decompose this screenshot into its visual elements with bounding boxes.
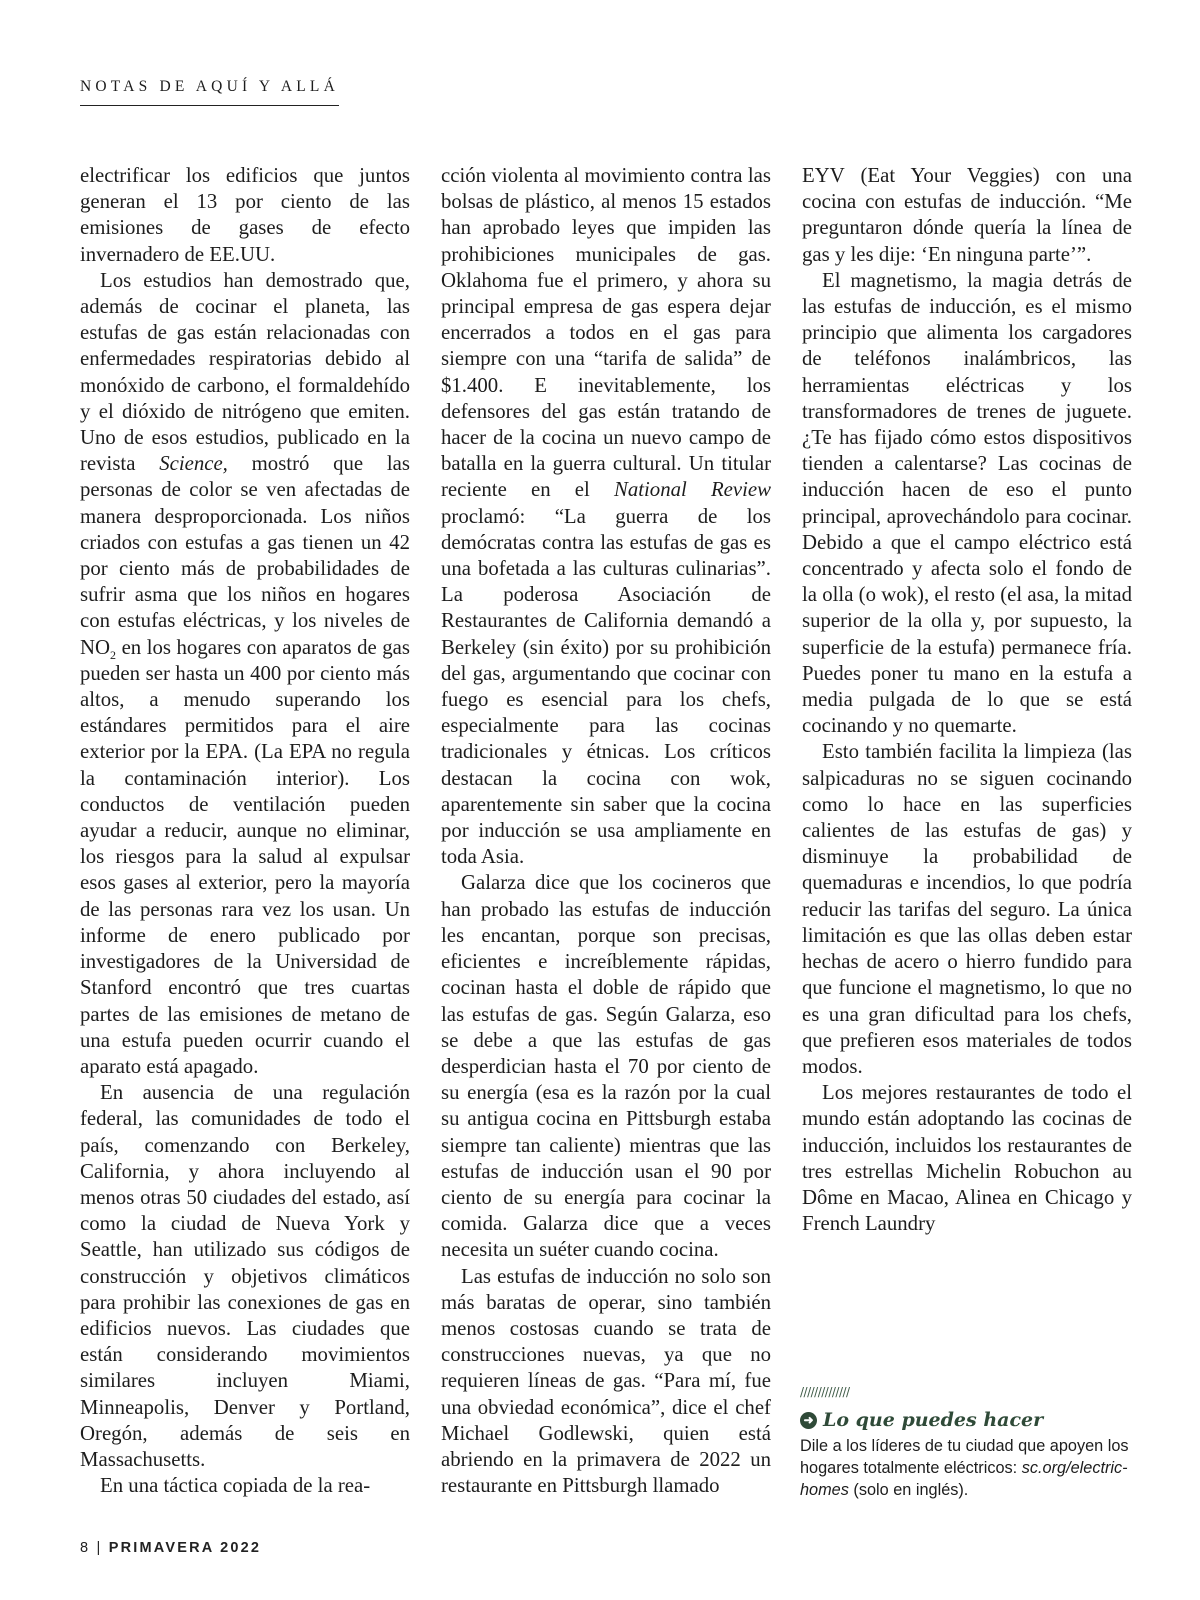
issue-name: PRIMAVERA 2022 <box>108 1540 262 1556</box>
sidebar-title: Lo que puedes hacer <box>823 1409 1044 1431</box>
sidebar-divider: ////////////// <box>800 1385 850 1399</box>
column-1 <box>80 163 410 1499</box>
action-sidebar <box>800 1385 1136 1501</box>
sidebar-body: Dile a los líderes de tu ciudad que apoyen los hogares totalmente eléctricos: sc.org/electric-homes (solo en inglés). <box>800 1437 1129 1499</box>
page-footer <box>80 1540 261 1556</box>
paragraph: En una táctica copiada de la rea- <box>100 1474 371 1498</box>
section-kicker: NOTAS DE AQUÍ Y ALLÁ <box>80 78 339 106</box>
arrow-circle-icon: ➜ <box>800 1412 817 1429</box>
article-columns <box>80 163 1132 1499</box>
electric-homes-link[interactable]: sc.org/electric-homes <box>800 1459 1128 1499</box>
sidebar-heading <box>800 1409 1136 1431</box>
publication-name: National Review <box>613 478 771 502</box>
paragraph: electrificar los edificios que juntos generan el 13 por ciento de las emisiones de gases de efecto invernadero de EE.UU. <box>80 164 410 266</box>
paragraph: Los estudios han demostrado que, además de cocinar el planeta, las estufas de gas están relacionadas con enfermedades respiratorias debido al monóxido de carbono, el formaldehído y el dióxido de nitrógeno que emiten. Uno de esos estudios, publicado en la revista Science, mostró que las personas de color se ven afectadas de manera desproporcionada. Los niños criados con estufas a gas tienen un 42 por ciento más de probabilidades de sufrir asma que los niños en hogares con estufas eléctricas, y los niveles de $NO_2$ en los hogares con aparatos de gas pueden ser hasta un 400 por ciento más altos, a menudo superando los estándares permitidos para el aire exterior por la EPA. (La EPA no regula la contaminación interior). Los conductos de ventilación pueden ayudar a reducir, aunque no eliminar, los riesgos para la salud al expulsar esos gases al exterior, pero la mayoría de las personas rara vez los usan. Un informe de enero publicado por investigadores de la Universidad de Stanford encontró que tres cuartas partes de las emisiones de metano de una estufa pueden ocurrir cuando el aparato está apagado. <box>80 268 411 1078</box>
footer-separator: | <box>96 1540 103 1556</box>
page-number: 8 <box>80 1540 91 1556</box>
paragraph: cción violenta al movimiento contra las bolsas de plástico, al menos 15 estados han aprobado leyes que impiden las prohibiciones municipales de gas. Oklahoma fue el primero, y ahora su principal empresa de gas espera dejar encerrados a todos en el gas para siempre con una “tarifa de salida” de $1.400. E inevitablemente, los defensores del gas están tratando de hacer de la cocina un nuevo campo de batalla en la guerra cultural. Un titular reciente en el National Review proclamó: “La guerra de los demócratas contra las estufas de gas es una bofetada a las culturas culinarias”. La poderosa Asociación de Restaurantes de California demandó a Berkeley (sin éxito) por su prohibición del gas, argumentando que cocinar con fuego es esencial para los chefs, especialmente para las cocinas tradicionales y étnicas. Los críticos destacan la cocina con wok, aparentemente sin saber que la cocina por inducción se usa ampliamente en toda Asia. <box>441 164 771 869</box>
paragraph: Los mejores restaurantes de todo el mundo están adoptando las cocinas de inducción, incluidos los restaurantes de tres estrellas Michelin Robuchon au Dôme en Macao, Alinea en Chicago y French Laundry <box>802 1081 1132 1236</box>
paragraph: EYV (Eat Your Veggies) con una cocina con estufas de inducción. “Me preguntaron dónde quería la línea de gas y les dije: ‘En ninguna parte’”. <box>802 164 1132 266</box>
paragraph: El magnetismo, la magia detrás de las estufas de inducción, es el mismo principio que alimenta los cargadores de teléfonos inalámbricos, las herramientas eléctricas y los transformadores de trenes de juguete. ¿Te has fijado cómo estos dispositivos tienden a calentarse? Las cocinas de inducción hacen de eso el punto principal, aprovechándolo para cocinar. Debido a que el campo eléctrico está concentrado y afecta solo el fondo de la olla (o wok), el resto (el asa, la mitad superior de la olla y, por supuesto, la superficie de la estufa) permanece fría. Puedes poner tu mano en la estufa a media pulgada de lo que se está cocinando y no quemarte. <box>802 268 1132 738</box>
column-3 <box>802 163 1132 1499</box>
paragraph: Las estufas de inducción no solo son más baratas de operar, sino también menos costosas cuando se trata de construcciones nuevas, ya que no requieren líneas de gas. “Para mí, fue una obviedad económica”, dice el chef Michael Godlewski, quien está abriendo en la primavera de 2022 un restaurante en Pittsburgh llamado <box>441 1264 771 1498</box>
publication-name: Science, <box>159 452 228 476</box>
paragraph: Galarza dice que los cocineros que han probado las estufas de inducción les encantan, porque son precisas, eficientes e increíblemente rápidas, cocinan hasta el doble de rápido que las estufas de gas. Según Galarza, eso se debe a que las estufas de gas desperdician hasta el 70 por ciento de su energía (esa es la razón por la cual su antigua cocina en Pittsburgh estaba siempre tan caliente) mientras que las estufas de inducción usan el 90 por ciento de su energía para cocinar la comida. Galarza dice que a veces necesita un suéter cuando cocina. <box>441 871 771 1262</box>
column-2 <box>441 163 771 1499</box>
paragraph: En ausencia de una regulación federal, las comunidades de todo el país, comenzando con Berkeley, California, y ahora incluyendo al menos otras 50 ciudades del estado, así como la ciudad de Nueva York y Seattle, han utilizado sus códigos de construcción y objetivos climáticos para prohibir las conexiones de gas en edificios nuevos. Las ciudades que están considerando movimientos similares incluyen Miami, Minneapolis, Denver y Portland, Oregón, además de seis en Massachusetts. <box>80 1081 410 1471</box>
paragraph: Esto también facilita la limpieza (las salpicaduras no se siguen cocinando como lo hace en las superficies calientes de las estufas de gas) y disminuye la probabilidad de quemaduras e incendios, lo que podría reducir las tarifas del seguro. La única limitación es que las ollas deben estar hechas de acero o hierro fundido para que funcione el magnetismo, lo que no es una gran dificultad para los chefs, que prefieren esos materiales de todos modos. <box>802 740 1132 1078</box>
